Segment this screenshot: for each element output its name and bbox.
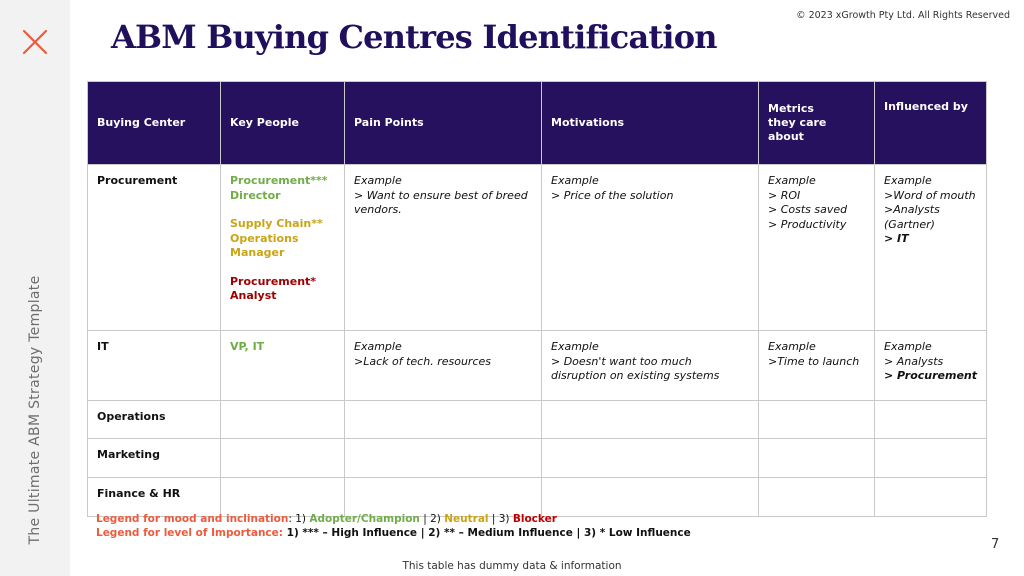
x-mark-logo-icon xyxy=(21,28,49,56)
cell-line: > IT xyxy=(884,232,909,245)
cell-line: > Want to ensure best of breed vendors. xyxy=(354,188,528,216)
key-person: Procurement* Analyst xyxy=(230,274,317,302)
cell-line: > ROI xyxy=(768,188,801,202)
cell-line: Example xyxy=(354,340,402,353)
empty-cell xyxy=(221,439,345,478)
empty-cell xyxy=(875,478,987,517)
cell-line: >Analysts (Gartner) xyxy=(884,203,940,231)
cell-line: Example xyxy=(884,174,932,187)
pain-points-cell xyxy=(345,165,542,331)
influenced-by-cell xyxy=(875,165,987,331)
empty-cell xyxy=(875,439,987,478)
cell-line: > Doesn't want too much disruption on existing systems xyxy=(551,354,720,382)
table-row xyxy=(88,165,987,331)
empty-cell xyxy=(221,478,345,517)
legend-blocker: Blocker xyxy=(512,513,557,525)
cell-line: > Price of the solution xyxy=(551,188,674,202)
empty-cell xyxy=(345,439,542,478)
buying-center-cell: IT xyxy=(88,331,221,401)
legend-importance-label: Legend for level of Importance xyxy=(96,527,279,539)
empty-cell xyxy=(542,478,759,517)
table-row xyxy=(88,331,987,401)
header-influenced-by: Influenced by xyxy=(875,82,987,165)
motivations-cell xyxy=(542,331,759,401)
header-buying-center: Buying Center xyxy=(88,82,221,165)
empty-cell xyxy=(759,401,875,439)
key-person: Supply Chain** Operations Manager xyxy=(230,217,323,259)
legend-importance-text: 1) *** – High Influence | 2) ** – Medium Influence | 3) * Low Influence xyxy=(286,527,691,539)
cell-line: >Time to launch xyxy=(768,354,860,368)
empty-cell xyxy=(875,401,987,439)
metrics-cell xyxy=(759,331,875,401)
key-people-cell xyxy=(221,331,345,401)
legend-sep: | 3) xyxy=(488,513,513,525)
header-motivations: Motivations xyxy=(542,82,759,165)
header-key-people: Key People xyxy=(221,82,345,165)
legend-sep: : 1) xyxy=(288,513,310,525)
legend-adopter: Adopter/Champion xyxy=(309,513,420,525)
pain-points-cell xyxy=(345,331,542,401)
buying-center-cell: Operations xyxy=(88,401,221,439)
cell-line: > Costs saved xyxy=(768,203,848,216)
buying-center-cell: Finance & HR xyxy=(88,478,221,517)
influenced-by-cell xyxy=(875,331,987,401)
empty-cell xyxy=(221,401,345,439)
empty-cell xyxy=(542,439,759,478)
table-row xyxy=(88,401,987,439)
copyright-notice: © 2023 xGrowth Pty Ltd. All Rights Reserved xyxy=(796,10,1010,21)
cell-line: > Productivity xyxy=(768,217,847,231)
page-title: ABM Buying Centres Identification xyxy=(111,18,717,56)
table-row xyxy=(88,478,987,517)
cell-line: >Lack of tech. resources xyxy=(354,354,491,368)
legend xyxy=(96,512,691,540)
legend-neutral: Neutral xyxy=(444,513,489,525)
empty-cell xyxy=(759,439,875,478)
buying-centres-table xyxy=(87,81,987,517)
cell-line: >Word of mouth xyxy=(884,188,976,202)
legend-importance xyxy=(96,526,691,540)
legend-mood xyxy=(96,512,691,526)
sidebar xyxy=(0,0,70,576)
table-header-row xyxy=(88,82,987,165)
key-person: VP, IT xyxy=(230,340,265,353)
metrics-cell xyxy=(759,165,875,331)
cell-line: Example xyxy=(768,174,816,187)
empty-cell xyxy=(345,401,542,439)
motivations-cell xyxy=(542,165,759,331)
cell-line: > Procurement xyxy=(884,369,978,382)
cell-line: Example xyxy=(551,174,599,187)
empty-cell xyxy=(542,401,759,439)
table-row xyxy=(88,439,987,478)
cell-line: > Analysts xyxy=(884,354,944,368)
cell-line: Example xyxy=(551,340,599,353)
cell-line: Example xyxy=(768,340,816,353)
empty-cell xyxy=(345,478,542,517)
header-pain-points: Pain Points xyxy=(345,82,542,165)
empty-cell xyxy=(759,478,875,517)
key-people-cell xyxy=(221,165,345,331)
buying-center-cell: Marketing xyxy=(88,439,221,478)
footer-note: This table has dummy data & information xyxy=(402,560,622,572)
header-metrics: Metrics they care about xyxy=(759,82,875,165)
sidebar-title: The Ultimate ABM Strategy Template xyxy=(27,275,43,545)
page-number: 7 xyxy=(991,537,1000,552)
cell-line: Example xyxy=(884,340,932,353)
cell-line: Example xyxy=(354,174,402,187)
legend-sep: | 2) xyxy=(419,513,445,525)
legend-sep: : xyxy=(278,527,287,539)
buying-center-cell: Procurement xyxy=(88,165,221,331)
key-person: Procurement*** Director xyxy=(230,174,328,202)
legend-mood-label: Legend for mood and inclination xyxy=(96,513,289,525)
